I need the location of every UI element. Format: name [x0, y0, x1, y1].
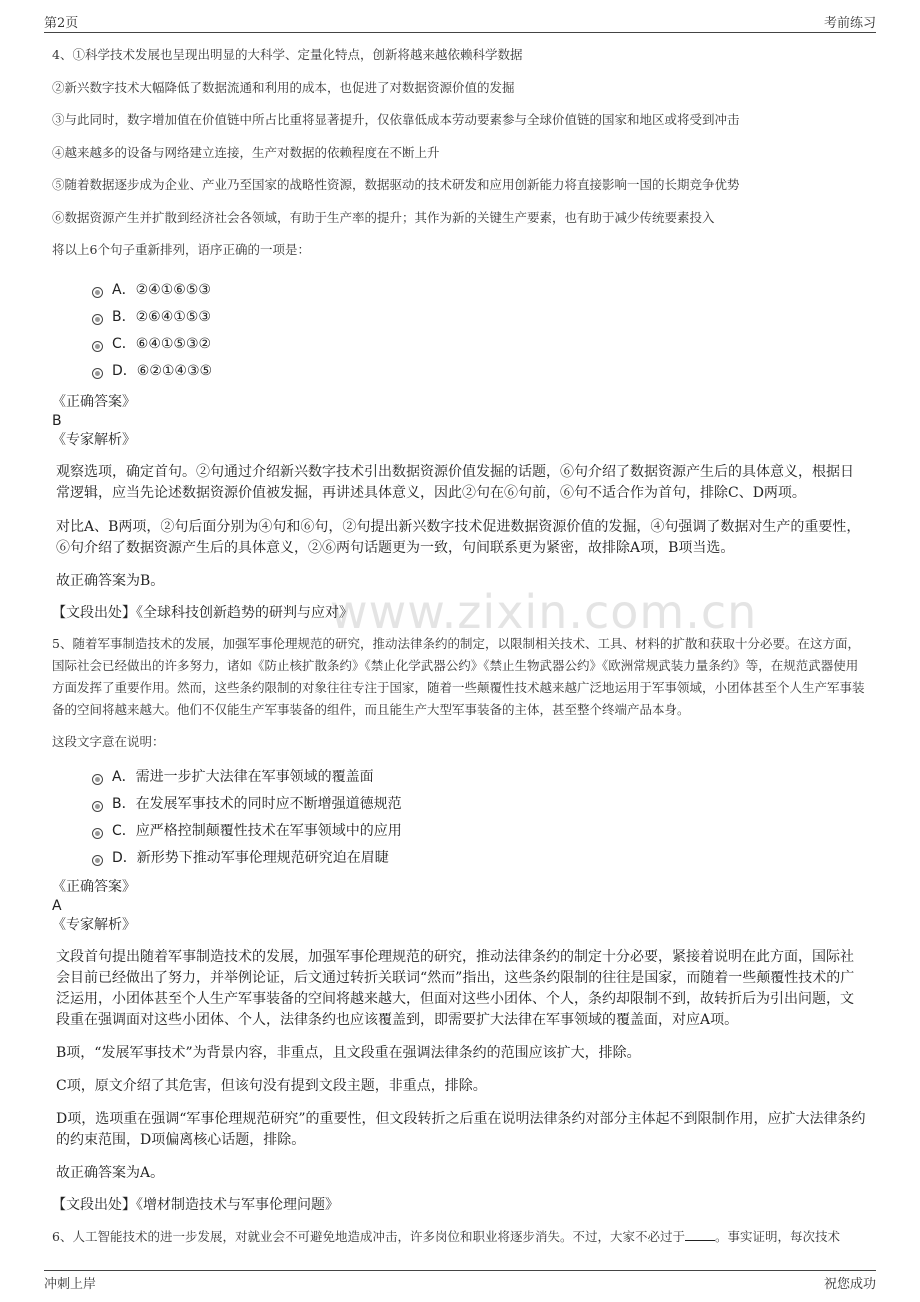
footer-left: 冲刺上岸 — [44, 1277, 97, 1292]
page-header — [44, 12, 876, 33]
page-footer — [44, 1270, 876, 1295]
q5-answer: A — [52, 898, 62, 914]
q5-option-a[interactable]: A．需进一步扩大法律在军事领域的覆盖面 — [92, 764, 866, 791]
q4-sentence-1: 4、①科学技术发展也呈现出明显的大科学、定量化特点，创新将越来越依赖科学数据 — [52, 47, 523, 62]
radio-icon[interactable] — [92, 855, 103, 866]
footer-right: 祝您成功 — [823, 1277, 876, 1292]
radio-icon[interactable] — [92, 774, 103, 785]
q6-text-end: 。事实证明，每次技术 — [714, 1229, 840, 1244]
q4-sentence-6: ⑥数据资源产生并扩散到经济社会各领域，有助于生产率的提升；其作为新的关键生产要素，也有助于减少传统要素投入 — [52, 209, 715, 225]
question-4 — [52, 44, 866, 624]
q4-sentence-2: ②新兴数字技术大幅降低了数据流通和利用的成本，也促进了对数据资源价值的发掘 — [52, 79, 515, 95]
q5-analysis-5: 故正确答案为A。 — [56, 1165, 165, 1181]
q4-prompt: 将以上6个句子重新排列，语序正确的一项是： — [52, 242, 310, 257]
q4-option-a[interactable]: A．②④①⑥⑤③ — [92, 277, 866, 304]
q4-analysis-3: 故正确答案为B。 — [56, 573, 165, 589]
question-5 — [52, 633, 866, 1216]
q5-option-c[interactable]: C．应严格控制颠覆性技术在军事领域中的应用 — [92, 818, 866, 845]
radio-icon[interactable] — [92, 801, 103, 812]
q5-analysis-1: 文段首句提出随着军事制造技术的发展，加强军事伦理规范的研究，推动法律条约的制定十分必要，紧接着说明在此方面，国际社会目前已经做出了努力，并举例论证，后文通过转折关联词“然而”指出，这些条约限制的往往是国家，而随着一些颠覆性技术的广泛运用，小团体甚至个人生产军事装备的空间将越来越大，但面对这些小团体、个人，条约却限制不到，故转折后为引出问题，文段重在强调面对这些小团体、个人，法律条约也应该覆盖到，即需要扩大法律在军事领域的覆盖面，对应A项。 — [56, 949, 855, 1028]
page-number: 第2页 — [44, 16, 79, 31]
radio-icon[interactable] — [92, 314, 103, 325]
q4-analysis-2: 对比A、B两项，②句后面分别为④句和⑥句，②句提出新兴数字技术促进数据资源价值的发掘，④句强调了数据对生产的重要性，⑥句介绍了数据资源产生后的具体意义，②⑥两句话题更为一致，句间联系更为紧密，故排除A项，B项当选。 — [56, 519, 861, 556]
q5-prompt: 这段文字意在说明： — [52, 734, 165, 749]
radio-icon[interactable] — [92, 341, 103, 352]
q5-analysis-label: 《专家解析》 — [52, 917, 136, 933]
q5-source: 【文段出处】《增材制造技术与军事伦理问题》 — [52, 1197, 339, 1213]
q5-analysis-3: C项，原文介绍了其危害，但该句没有提到文段主题，非重点，排除。 — [56, 1078, 487, 1094]
q4-source: 【文段出处】《全球科技创新趋势的研判与应对》 — [52, 605, 353, 621]
q4-analysis-1: 观察选项，确定首句。②句通过介绍新兴数字技术引出数据资源价值发掘的话题，⑥句介绍了数据资源产生后的具体意义，根据日常逻辑，应当先论述数据资源价值被发掘，再讲述具体意义，因此②句在⑥句前，⑥句不适合作为首句，排除C、D两项。 — [56, 464, 854, 501]
q5-option-b[interactable]: B．在发展军事技术的同时应不断增强道德规范 — [92, 791, 866, 818]
q4-option-d[interactable]: D．⑥②①④③⑤ — [92, 358, 866, 385]
q4-option-b[interactable]: B．②⑥④①⑤③ — [92, 304, 866, 331]
radio-icon[interactable] — [92, 828, 103, 839]
q4-sentence-3: ③与此同时，数字增加值在价值链中所占比重将显著提升，仅依靠低成本劳动要素参与全球价值链的国家和地区或将受到冲击 — [52, 112, 740, 127]
q6-blank — [685, 1228, 715, 1241]
q4-option-c[interactable]: C．⑥④①⑤③② — [92, 331, 866, 358]
question-6 — [52, 1226, 866, 1248]
q5-analysis-2: B项，“发展军事技术”为背景内容，非重点，且文段重在强调法律条约的范围应该扩大，排除。 — [56, 1045, 641, 1061]
q5-analysis-4: D项，选项重在强调“军事伦理规范研究”的重要性，但文段转折之后重在说明法律条约对部分主体起不到限制作用，应扩大法律条约的约束范围，D项偏离核心话题，排除。 — [56, 1111, 866, 1148]
q4-analysis-label: 《专家解析》 — [52, 432, 136, 448]
q4-options — [92, 277, 866, 385]
q5-answer-label: 《正确答案》 — [52, 879, 136, 895]
q4-sentence-5: ⑤随着数据逐步成为企业、产业乃至国家的战略性资源，数据驱动的技术研发和应用创新能力将直接影响一国的长期竞争优势 — [52, 177, 740, 192]
q4-sentence-4: ④越来越多的设备与网络建立连接，生产对数据的依赖程度在不断上升 — [52, 144, 440, 160]
radio-icon[interactable] — [92, 368, 103, 379]
header-title: 考前练习 — [823, 16, 876, 31]
q5-options — [92, 764, 866, 872]
q5-option-d[interactable]: D．新形势下推动军事伦理规范研究迫在眉睫 — [92, 845, 866, 872]
q6-text-start: 6、人工智能技术的进一步发展，对就业会不可避免地造成冲击，许多岗位和职业将逐步消失。不过，大家不必过于 — [52, 1229, 685, 1244]
q5-passage: 5、随着军事制造技术的发展，加强军事伦理规范的研究，推动法律条约的制定，以限制相关技术、工具、材料的扩散和获取十分必要。在这方面，国际社会已经做出的许多努力，诸如《防止核扩散条约》《禁止化学武器公约》《禁止生物武器公约》《欧洲常规武装力量条约》等，在规范武器使用方面发挥了重要作用。然而，这些条约限制的对象往往专注于国家，随着一些颠覆性技术越来越广泛地运用于军事领域，小团体甚至个人生产军事装备的空间将越来越大。他们不仅能生产军事装备的组件，而且能生产大型军事装备的主体，甚至整个终端产品本身。 — [52, 636, 865, 717]
watermark: www.zixin.com.cn — [330, 585, 758, 639]
document-body — [52, 44, 866, 1248]
q4-answer: B — [52, 413, 62, 429]
radio-icon[interactable] — [92, 287, 103, 298]
q4-answer-label: 《正确答案》 — [52, 394, 136, 410]
